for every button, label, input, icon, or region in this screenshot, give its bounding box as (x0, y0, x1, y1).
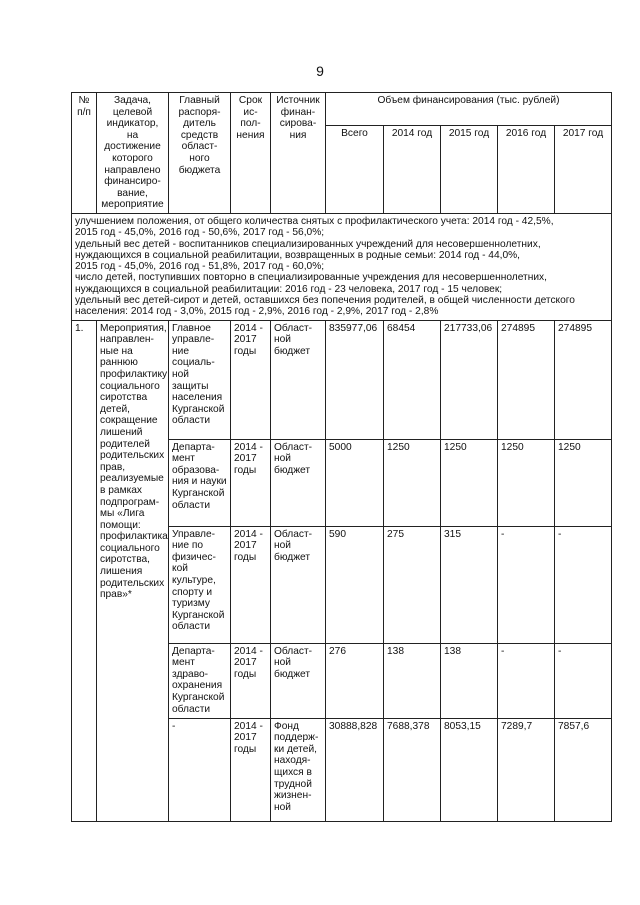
header-no: № п/п (72, 93, 97, 214)
page-number: 9 (316, 63, 324, 79)
note-line: населения: 2014 год - 3,0%, 2015 год - 2,9%, 2016 год - 2,9%, 2017 год - 2,8% (75, 306, 439, 318)
row-source-text: Фонд поддерж-ки детей, находя-щихся в трудной жизнен-ной (274, 720, 319, 813)
note-line: 2015 год - 45,0%, 2016 год - 50,6%, 2017 год - 56,0%; (75, 227, 325, 239)
row-2015: 8053,15 (441, 718, 498, 821)
row-source: Област-ной бюджет (271, 439, 326, 526)
row-2014: 275 (384, 526, 441, 643)
row-manager: Управле-ние по физичес-кой культуре, спорту и туризму Курганской области (169, 526, 231, 643)
table-row (72, 320, 612, 439)
row-2015: 138 (441, 643, 498, 718)
row-term: 2014 - 2017 годы (231, 526, 271, 643)
row-manager: Департа-мент здраво-охранения Курганской области (169, 643, 231, 718)
row-term: 2014 - 2017 годы (231, 439, 271, 526)
row-source (271, 718, 326, 821)
row-2017: 7857,6 (555, 718, 612, 821)
row-2014: 1250 (384, 439, 441, 526)
row-total: 276 (326, 643, 384, 718)
note-line: 2015 год - 45,0%, 2016 год - 51,8%, 2017 год - 60,0%; (75, 261, 325, 273)
note-line: нуждающихся в социальной реабилитации: 2016 год - 23 человека, 2017 год - 15 человек; (75, 283, 503, 295)
header-source: Источник финан-сирова-ния (271, 93, 326, 214)
row-total: 590 (326, 526, 384, 643)
row-manager: Департа-мент образова-ния и науки Курганской области (169, 439, 231, 526)
header-task: Задача, целевой индикатор, на достижение которого направлено финансиро-вание, мероприятие (97, 93, 169, 214)
note-line: удельный вес детей-сирот и детей, оставшихся без попечения родителей, в общей численности детского (75, 295, 575, 307)
indicators-note (72, 213, 612, 320)
row-2016: 274895 (498, 320, 555, 439)
note-line: число детей, поступивших повторно в специализированные учреждения для несовершеннолетних, (75, 272, 547, 284)
header-2016: 2016 год (498, 126, 555, 214)
row-total: 30888,828 (326, 718, 384, 821)
row-source: Област-ной бюджет (271, 643, 326, 718)
row-source: Област-ной бюджет (271, 320, 326, 439)
row-total: 835977,06 (326, 320, 384, 439)
item-task: Мероприятия, направлен-ные на раннюю профилактику социального сиротства детей, сокращение лишений родителей родительских прав, реализуемые в рамках подпрограм-мы «Лига помощи: профилактика социального сиротства, лишения родительских прав»* (97, 320, 169, 821)
row-total: 5000 (326, 439, 384, 526)
row-2015: 217733,06 (441, 320, 498, 439)
row-2016: 1250 (498, 439, 555, 526)
header-total: Всего (326, 126, 384, 214)
row-term: 2014 - 2017 годы (231, 643, 271, 718)
financing-table (71, 92, 612, 822)
row-2014: 68454 (384, 320, 441, 439)
row-2017: 274895 (555, 320, 612, 439)
row-2017: 1250 (555, 439, 612, 526)
note-line: нуждающихся в социальной реабилитации, возвращенных в родные семьи: 2014 год - 44,0%, (75, 249, 521, 261)
note-line: улучшением положения, от общего количества снятых с профилактического учета: 2014 год - 42,5%, (75, 215, 554, 227)
item-number: 1. (72, 320, 97, 821)
row-source: Област-ной бюджет (271, 526, 326, 643)
row-2017: - (555, 643, 612, 718)
note-line: удельный вес детей - воспитанников специализированных учреждений для несовершеннолетних, (75, 238, 541, 250)
row-term: 2014 - 2017 годы (231, 718, 271, 821)
header-2015: 2015 год (441, 126, 498, 214)
row-manager: Главное управле-ние социаль-ной защиты населения Курганской области (169, 320, 231, 439)
row-2016: 7289,7 (498, 718, 555, 821)
header-term: Срок ис-пол-нения (231, 93, 271, 214)
header-volume-title: Объем финансирования (тыс. рублей) (326, 93, 612, 126)
row-2015: 315 (441, 526, 498, 643)
row-2016: - (498, 643, 555, 718)
header-2017: 2017 год (555, 126, 612, 214)
header-manager: Главный распоря-дитель средств област-ного бюджета (169, 93, 231, 214)
row-2014: 7688,378 (384, 718, 441, 821)
row-2014: 138 (384, 643, 441, 718)
row-term: 2014 - 2017 годы (231, 320, 271, 439)
header-2014: 2014 год (384, 126, 441, 214)
row-2015: 1250 (441, 439, 498, 526)
row-manager: - (169, 718, 231, 821)
row-2017: - (555, 526, 612, 643)
row-2016: - (498, 526, 555, 643)
